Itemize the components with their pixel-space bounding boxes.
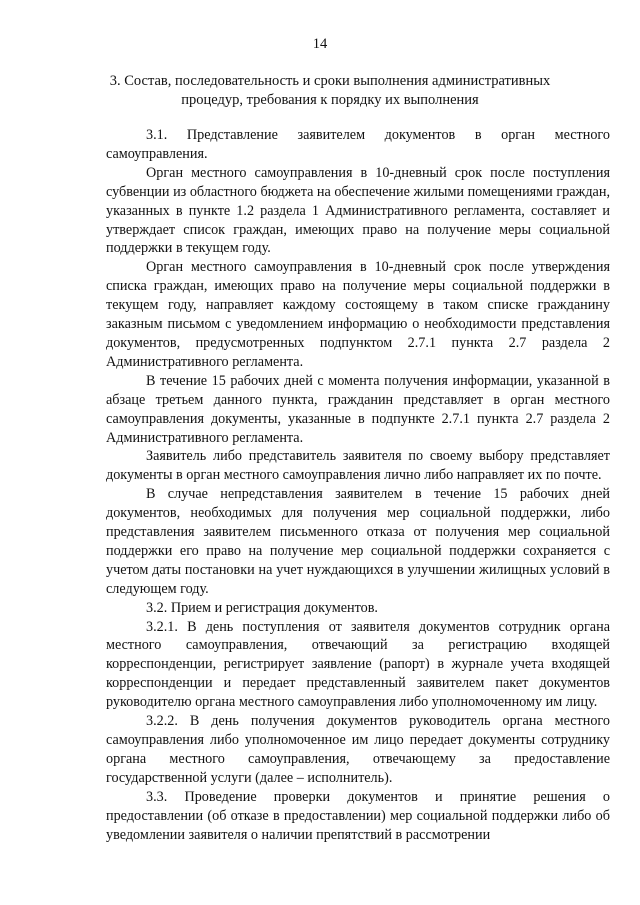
paragraph: Орган местного самоуправления в 10-дневный срок после поступления субвенции из областного бюджета на обеспечение жилыми помещениями граждан, указанных в пункте 1.2 раздела 1 Административного регламента, составляет и утверждает список граждан, имеющих право на получение меры социальной поддержки в текущем году. bbox=[106, 164, 610, 257]
section-heading: 3. Состав, последовательность и сроки выполнения административных процедур, требования к порядку их выполнения bbox=[109, 73, 551, 108]
paragraph: Орган местного самоуправления в 10-дневный срок после утверждения списка граждан, имеющих право на получение меры социальной поддержки в текущем году, направляет каждому состоящему в таком списке гражданину заказным письмом с уведомлением информацию о необходимости представления документов, предусмотренных подпунктом 2.7.1 пункта 2.7 раздела 2 Административного регламента. bbox=[106, 259, 610, 370]
paragraph: В случае непредставления заявителем в течение 15 рабочих дней документов, необходимых для получения мер социальной поддержки, либо представления заявителем письменного отказа от получения мер социальной поддержки его право на получение мер социальной поддержки сохраняется с учетом даты постановки на учет нуждающихся в улучшении жилищных условий в следующем году. bbox=[106, 486, 610, 597]
paragraph: 3.2.1. В день поступления от заявителя документов сотрудник органа местного самоуправления, отвечающий за регистрацию входящей корреспонденции, регистрирует заявление (рапорт) в журнале учета входящей корреспонденции и передает представленный заявителем пакет документов руководителю органа местного самоуправления либо уполномоченному им лицу. bbox=[106, 618, 610, 711]
paragraph: 3.1. Представление заявителем документов в орган местного самоуправления. bbox=[106, 127, 610, 162]
paragraph: 3.3. Проведение проверки документов и принятие решения о предоставлении (об отказе в предоставлении) мер социальной поддержки либо об уведомлении заявителя о наличии препятствий в рассмотрении bbox=[106, 788, 610, 843]
paragraph: Заявитель либо представитель заявителя по своему выбору представляет документы в орган местного самоуправления лично либо направляет их по почте. bbox=[106, 448, 610, 484]
paragraph: 3.2. Прием и регистрация документов. bbox=[146, 599, 378, 616]
document-body bbox=[106, 126, 610, 844]
paragraph: В течение 15 рабочих дней с момента получения информации, указанной в абзаце третьем данного пункта, гражданин представляет в орган местного самоуправления документы, указанные в подпункте 2.7.1 пункта 2.7 раздела 2 Административного регламента. bbox=[106, 372, 610, 446]
paragraph: 3.2.2. В день получения документов руководитель органа местного самоуправления либо уполномоченное им лицо передает документы сотруднику органа местного самоуправления, отвечающему за предоставление государственной услуги (далее – исполнитель). bbox=[106, 713, 610, 786]
page-number: 14 bbox=[312, 36, 328, 52]
